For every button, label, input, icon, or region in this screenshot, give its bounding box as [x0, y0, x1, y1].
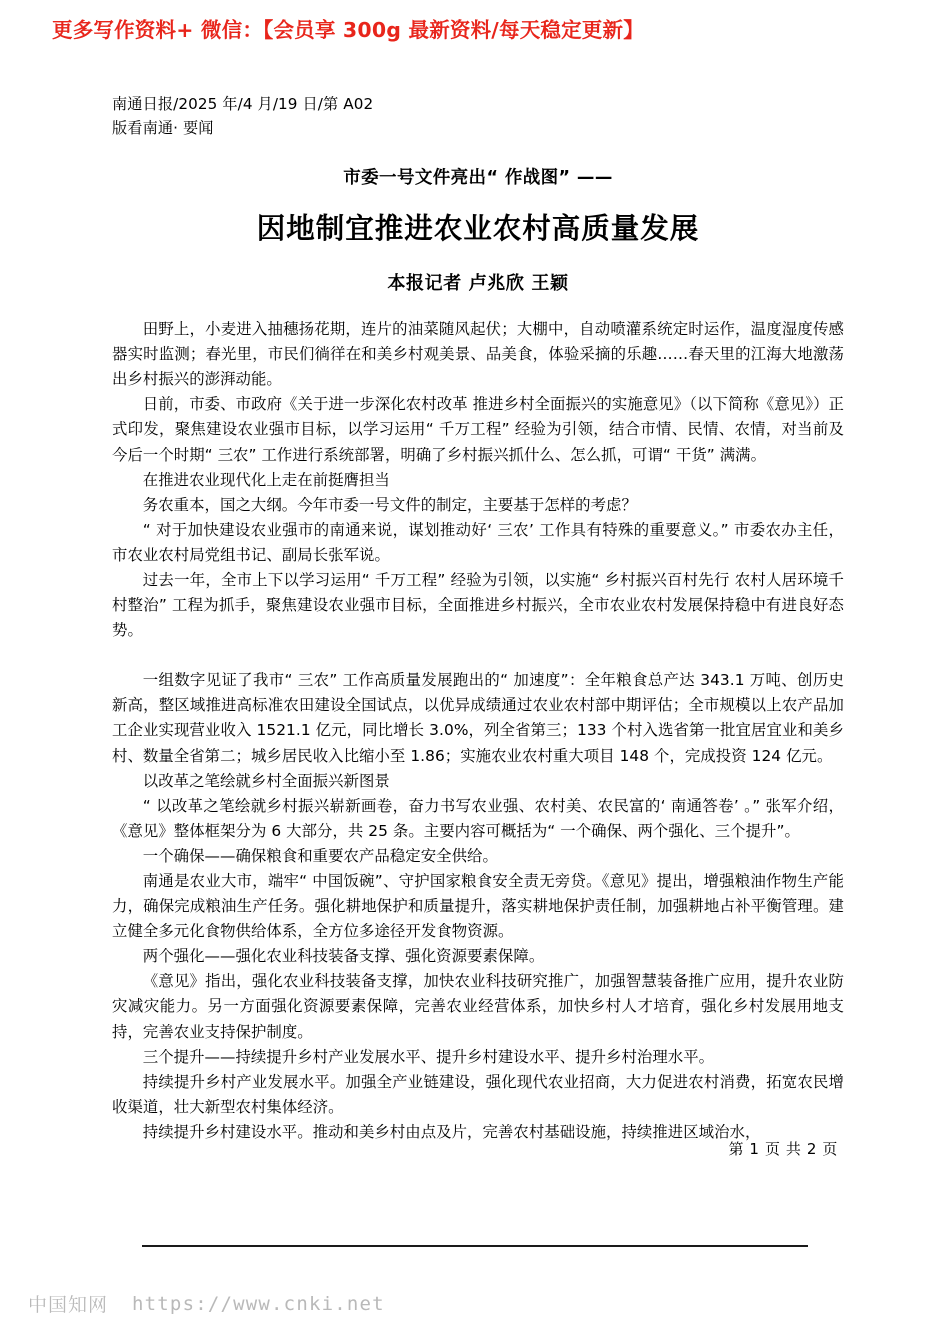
article-paragraph: 日前，市委、市政府《关于进一步深化农村改革 推进乡村全面振兴的实施意见》（以下简称《意见》）正式印发，聚焦建设农业强市目标，以学习运用“ 千万工程” 经验为引领，结合市情、民情、农情，对当前及今后一个时期“ 三农” 工作进行系统部署，明确了乡村振兴抓什么、怎么抓，可谓“ 干货” 满满。 — [112, 395, 844, 464]
article-paragraph: 两个强化——强化农业科技装备支撑、强化资源要素保障。 — [142, 947, 545, 966]
article-paragraph: “ 以改革之笔绘就乡村振兴崭新画卷，奋力书写农业强、农村美、农民富的‘ 南通答卷’ 。” 张军介绍，《意见》整体框架分为 6 大部分，共 25 条。主要内容可概括为“ 一个确保、两个强化、三个提升”。 — [112, 796, 844, 840]
footer-divider — [142, 1245, 808, 1247]
article-paragraph: 务农重本，国之大纲。今年市委一号文件的制定，主要基于怎样的考虑？ — [142, 495, 637, 514]
page-title: 因地制宜推进农业农村高质量发展 — [256, 212, 700, 246]
article-paragraph: 三个提升——持续提升乡村产业发展水平、提升乡村建设水平、提升乡村治理水平。 — [142, 1047, 715, 1066]
article-paragraph: 一个确保——确保粮食和重要农产品稳定安全供给。 — [142, 846, 498, 865]
cnki-url: https://www.cnki.net — [132, 1292, 385, 1315]
document-body — [112, 92, 844, 1145]
article-paragraph: 南通是农业大市，端牢“ 中国饭碗”、守护国家粮食安全责无旁贷。《意见》提出，增强粮油作物生产能力，确保完成粮油生产任务。强化耕地保护和质量提升，落实耕地保护责任制，加强耕地占补平衡管理。建立健全多元化食物供给体系，全方位多途径开发食物资源。 — [112, 872, 844, 941]
article-paragraph: 《意见》指出，强化农业科技装备支撑，加快农业科技研究推广，加强智慧装备推广应用，提升农业防灾减灾能力。另一方面强化资源要素保障，完善农业经营体系，加快乡村人才培育，强化乡村发展用地支持，完善农业支持保护制度。 — [112, 972, 844, 1041]
article-subheading: 以改革之笔绘就乡村全面振兴新图景 — [142, 771, 390, 790]
article-content — [112, 317, 844, 1145]
article-byline: 本报记者 卢兆欣 王颖 — [387, 273, 569, 295]
source-citation-line-2: 版看南通· 要闻 — [112, 119, 214, 138]
article-paragraph: 田野上，小麦进入抽穗扬花期，连片的油菜随风起伏；大棚中，自动喷灌系统定时运作，温度湿度传感器实时监测；春光里，市民们徜徉在和美乡村观美景、品美食，体验采摘的乐趣……春天里的江海大地激荡出乡村振兴的澎湃动能。 — [112, 320, 844, 389]
source-citation-line-1: 南通日报/2025 年/4 月/19 日/第 A02 — [112, 95, 374, 113]
page-number: 第 1 页 共 2 页 — [728, 1140, 838, 1158]
cnki-watermark — [28, 1290, 385, 1317]
cnki-logo: 中国知网 — [28, 1294, 109, 1316]
promo-banner: 更多写作资料+ 微信：【会员享 300g 最新资料/每天稳定更新】 — [52, 18, 644, 42]
article-paragraph: 过去一年，全市上下以学习运用“ 千万工程” 经验为引领，以实施“ 乡村振兴百村先行 农村人居环境千村整治” 工程为抓手，聚焦建设农业强市目标，全面推进乡村振兴，全市农业农村发展保持稳中有进良好态势。 — [112, 570, 844, 640]
article-kicker: 市委一号文件亮出“ 作战图” —— — [343, 168, 613, 189]
article-paragraph: 持续提升乡村建设水平。推动和美乡村由点及片，完善农村基础设施，持续推进区域治水， — [142, 1122, 761, 1141]
article-paragraph: “ 对于加快建设农业强市的南通来说，谋划推动好‘ 三农’ 工作具有特殊的重要意义。” 市委农办主任，市农业农村局党组书记、副局长张军说。 — [112, 520, 844, 564]
source-citation — [112, 92, 844, 140]
article-paragraph: 持续提升乡村产业发展水平。加强全产业链建设，强化现代农业招商，大力促进农村消费，拓宽农民增收渠道，壮大新型农村集体经济。 — [112, 1072, 844, 1116]
article-subheading: 在推进农业现代化上走在前挺膺担当 — [142, 470, 390, 489]
article-paragraph-statistics: 一组数字见证了我市“ 三农” 工作高质量发展跑出的“ 加速度”：全年粮食总产达 343.1 万吨、创历史新高，整区域推进高标准农田建设全国试点，以优异成绩通过农业农村部中期评估；全市规模以上农产品加工企业实现营业收入 1521.1 亿元，同比增长 3.0%，列全省第三；133 个村入选省第一批宜居宜业和美乡村、数量全省第二；城乡居民收入比缩小至 1.86；实施农业农村重大项目 148 个，完成投资 124 亿元。 — [112, 671, 844, 765]
